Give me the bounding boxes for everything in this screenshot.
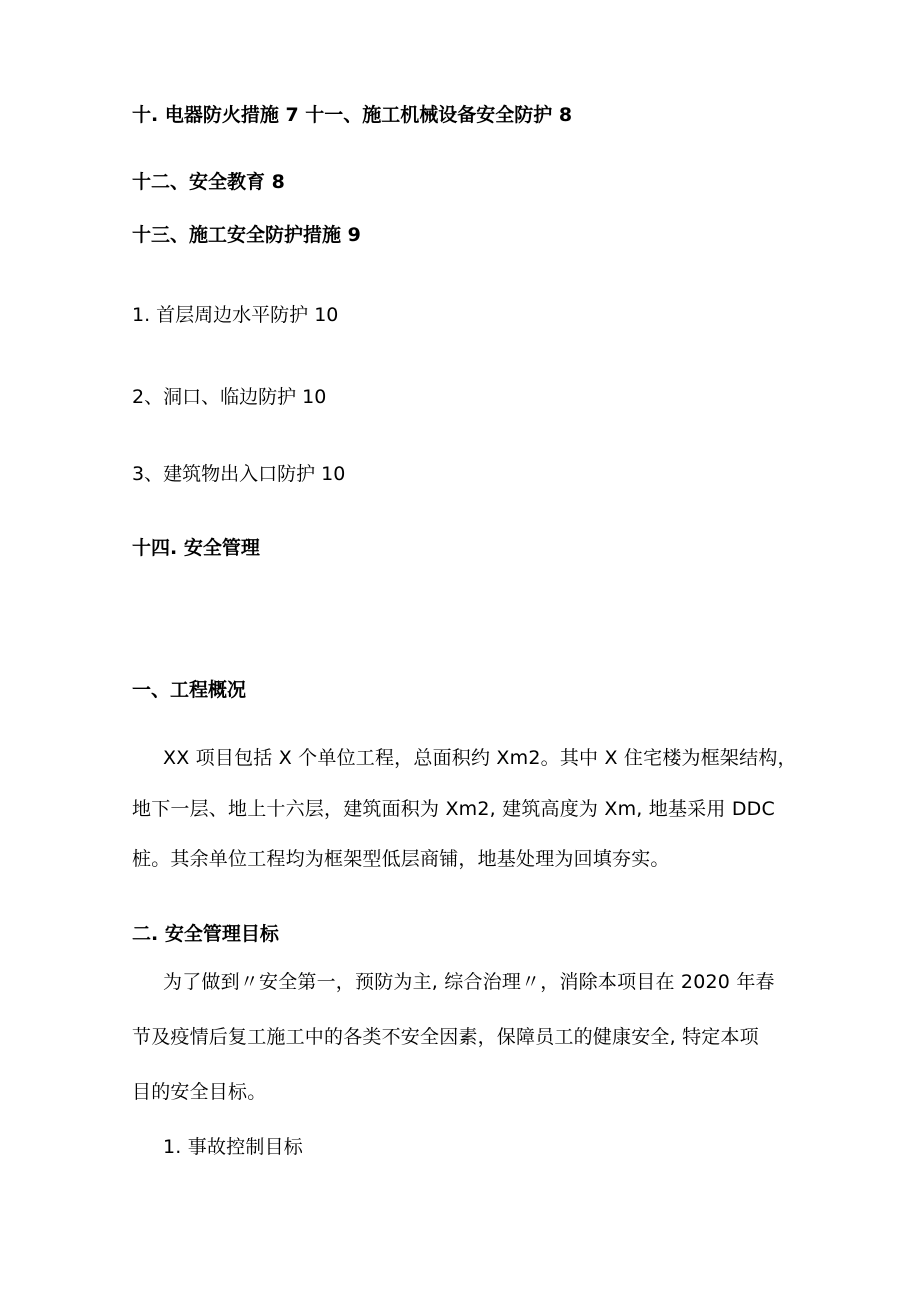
toc-item-10-11: 十. 电器防火措施 7 十一、施工机械设备安全防护 8 <box>132 104 573 126</box>
section-heading-safety-goals: 二. 安全管理目标 <box>132 923 279 945</box>
toc-sub-item-2: 2、洞口、临边防护 10 <box>132 386 327 408</box>
toc-sub-item-3: 3、建筑物出入口防护 10 <box>132 463 346 485</box>
paragraph-line: XX 项目包括 X 个单位工程，总面积约 Xm2。其中 X 住宅楼为框架结构， <box>163 747 797 769</box>
paragraph-line: 桩。其余单位工程均为框架型低层商铺，地基处理为回填夯实。 <box>132 848 670 870</box>
toc-sub-item-1: 1. 首层周边水平防护 10 <box>132 304 339 326</box>
toc-item-12: 十二、安全教育 8 <box>132 171 285 193</box>
paragraph-line: 目的安全目标。 <box>132 1081 267 1103</box>
toc-item-13: 十三、施工安全防护措施 9 <box>132 224 361 246</box>
toc-item-14: 十四. 安全管理 <box>132 537 260 559</box>
paragraph-line: 地下一层、地上十六层，建筑面积为 Xm2, 建筑高度为 Xm, 地基采用 DDC <box>132 798 775 820</box>
section-heading-project-overview: 一、工程概况 <box>132 679 247 701</box>
paragraph-line: 为了做到〃安全第一，预防为主, 综合治理〃，消除本项目在 2020 年春 <box>163 971 775 993</box>
paragraph-line: 节及疫情后复工施工中的各类不安全因素，保障员工的健康安全, 特定本项 <box>132 1026 759 1048</box>
subsection-heading-accident-control: 1. 事故控制目标 <box>163 1136 303 1158</box>
